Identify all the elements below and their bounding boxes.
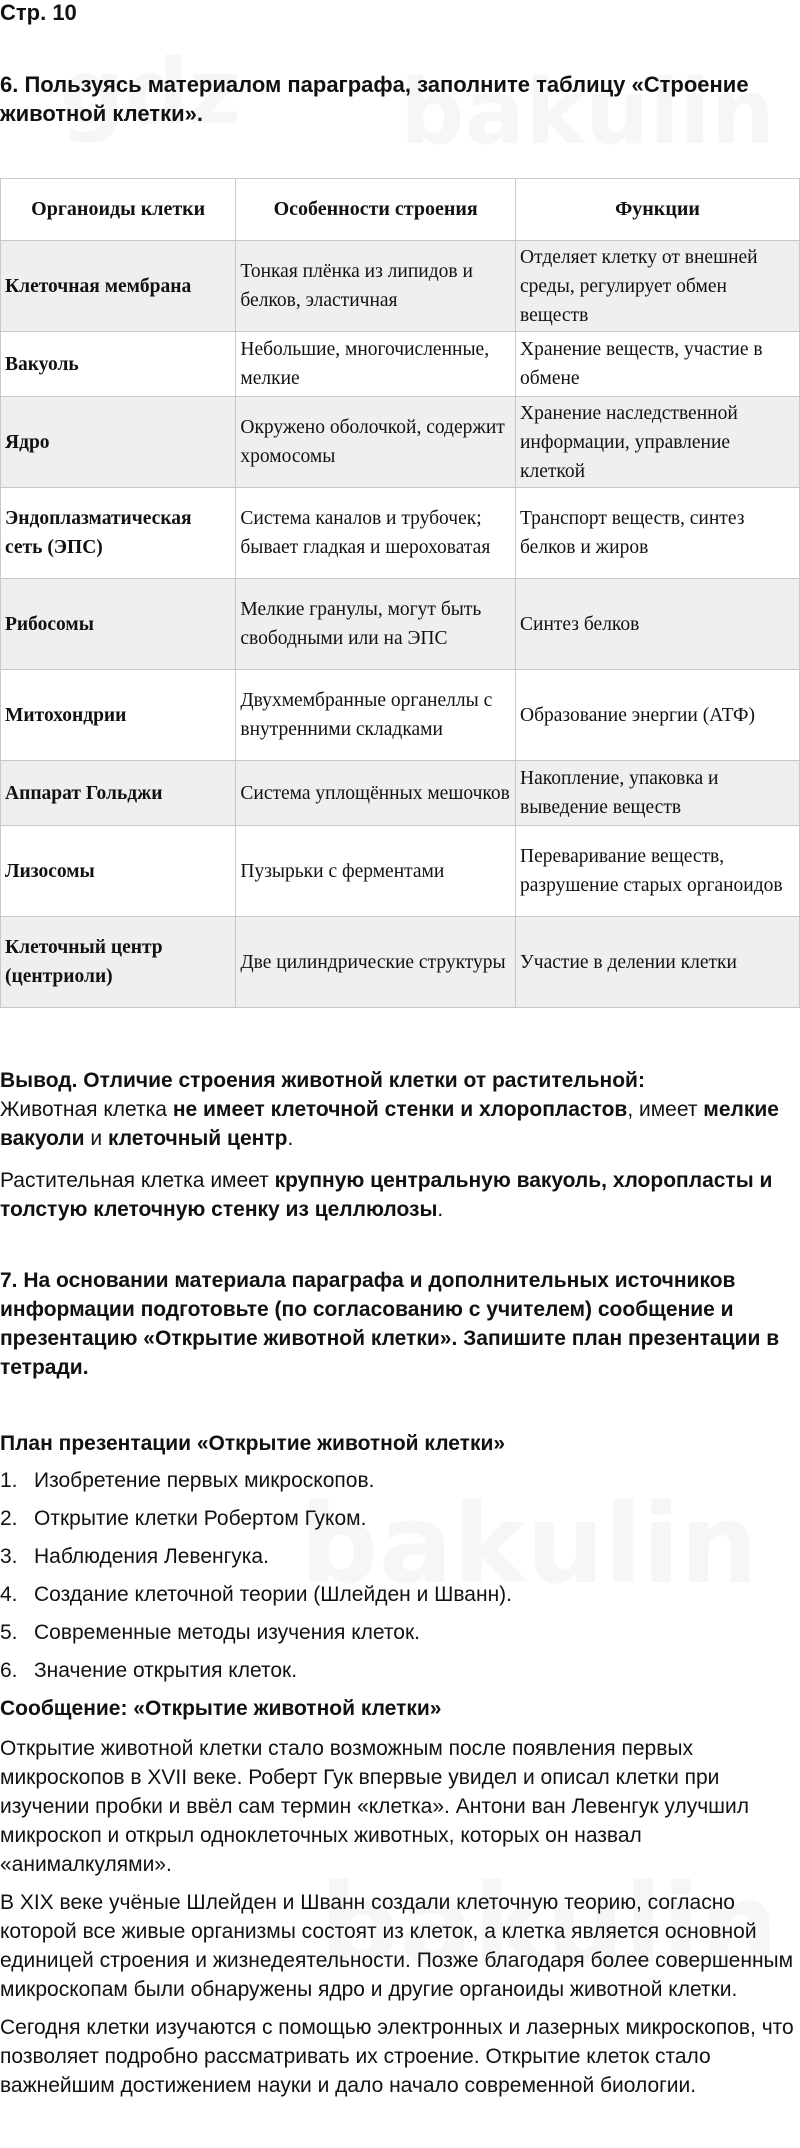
organoid-function: Отделяет клетку от внешней среды, регулирует обмен веществ [516, 241, 800, 332]
conclusion-text: . [287, 1127, 294, 1150]
list-item-number: 1. [0, 1469, 18, 1492]
conclusion-text: Растительная клетка имеет [0, 1169, 275, 1192]
organoid-function: Образование энергии (АТФ) [516, 670, 800, 761]
message-body [0, 1734, 800, 2109]
table-row [1, 579, 800, 670]
conclusion-text: и [84, 1127, 108, 1150]
table-row [1, 397, 800, 488]
list-item-number: 3. [0, 1545, 18, 1568]
task6-heading: 6. Пользуясь материалом параграфа, заполните таблицу «Строение животной клетки». [0, 72, 749, 126]
column-header-organoid: Органоиды клетки [1, 179, 236, 241]
list-item [0, 1542, 800, 1580]
organoid-structure: Двухмембранные органеллы с внутренними складками [236, 670, 516, 761]
column-header-structure: Особенности строения [236, 179, 516, 241]
organoid-name: Вакуоль [1, 332, 236, 397]
list-item [0, 1618, 800, 1656]
message-paragraph: В XIX веке учёные Шлейден и Шванн создали клеточную теорию, согласно которой все живые организмы состоят из клеток, а клетка является основной единицей строения и жизнедеятельности. Позже благодаря более совершенным микроскопам были обнаружены ядро и другие органоиды животной клетки. [0, 1891, 794, 2001]
message-title: Сообщение: «Открытие животной клетки» [0, 1697, 442, 1720]
organoid-structure: Окружено оболочкой, содержит хромосомы [236, 397, 516, 488]
organoid-function: Хранение наследственной информации, управление клеткой [516, 397, 800, 488]
organoid-name: Лизосомы [1, 826, 236, 917]
table-header-row [1, 179, 800, 241]
conclusion-highlight: клеточный центр [107, 1127, 288, 1150]
list-item [0, 1466, 800, 1504]
list-item-text: Наблюдения Левенгука. [34, 1545, 269, 1568]
conclusion-paragraph-1 [0, 1066, 800, 1153]
organoid-function: Транспорт веществ, синтез белков и жиров [516, 488, 800, 579]
conclusion-text: Животная клетка [0, 1098, 173, 1121]
table-row [1, 826, 800, 917]
organoid-structure: Две цилиндрические структуры [236, 917, 516, 1008]
task7-heading: 7. На основании материала параграфа и дополнительных источников информации подготовьте (по согласованию с учителем) сообщение и презентацию «Открытие животной клетки». Запишите план презентации в тетради. [0, 1269, 780, 1379]
conclusion-title: Вывод. Отличие строения животной клетки от растительной: [0, 1069, 645, 1092]
message-paragraph: Сегодня клетки изучаются с помощью электронных и лазерных микроскопов, что позволяет подробно рассматривать их строение. Открытие клеток стало важнейшим достижением науки и дало начало современной биологии. [0, 2016, 794, 2097]
list-item-number: 5. [0, 1621, 18, 1644]
organoid-function: Синтез белков [516, 579, 800, 670]
conclusion-highlight: крупную центральную вакуоль, хлоропласты и толстую клеточную стенку из целлюлозы [0, 1169, 773, 1221]
list-item [0, 1656, 800, 1694]
organoid-structure: Небольшие, многочисленные, мелкие [236, 332, 516, 397]
organoid-structure: Мелкие гранулы, могут быть свободными или на ЭПС [236, 579, 516, 670]
organoid-structure: Система каналов и трубочек; бывает гладкая и шероховатая [236, 488, 516, 579]
conclusion-text: , имеет [627, 1098, 704, 1121]
organoid-name: Ядро [1, 397, 236, 488]
table-row [1, 241, 800, 332]
column-header-function: Функции [516, 179, 800, 241]
organoid-function: Хранение веществ, участие в обмене [516, 332, 800, 397]
table-row [1, 917, 800, 1008]
plan-title: План презентации «Открытие животной клетки» [0, 1432, 506, 1455]
list-item-text: Современные методы изучения клеток. [34, 1621, 420, 1644]
table-row [1, 488, 800, 579]
organoid-name: Митохондрии [1, 670, 236, 761]
list-item-text: Открытие клетки Робертом Гуком. [34, 1507, 367, 1530]
organoid-name: Клеточный центр (центриоли) [1, 917, 236, 1008]
table-row [1, 670, 800, 761]
list-item-text: Создание клеточной теории (Шлейден и Шванн). [34, 1583, 513, 1606]
organoid-name: Рибосомы [1, 579, 236, 670]
conclusion-text: . [437, 1198, 444, 1221]
list-item-number: 6. [0, 1659, 18, 1682]
list-item-number: 4. [0, 1583, 18, 1606]
organoid-name: Клеточная мембрана [1, 241, 236, 332]
plan-list [0, 1466, 800, 1694]
organoid-name: Аппарат Гольджи [1, 761, 236, 826]
message-paragraph: Открытие животной клетки стало возможным после появления первых микроскопов в XVII веке. Роберт Гук впервые увидел и описал клетки при изучении пробки и ввёл сам термин «клетка». Антони ван Левенгук улучшил микроскоп и открыл одноклеточных животных, которых он назвал «анималкулями». [0, 1737, 749, 1876]
conclusion-highlight: не имеет клеточной стенки и хлоропластов [172, 1098, 628, 1121]
organoids-table [0, 178, 800, 1008]
organoid-structure: Тонкая плёнка из липидов и белков, эластичная [236, 241, 516, 332]
list-item-text: Изобретение первых микроскопов. [34, 1469, 375, 1492]
conclusion [0, 1066, 800, 1237]
organoid-structure: Пузырьки с ферментами [236, 826, 516, 917]
list-item-text: Значение открытия клеток. [34, 1659, 298, 1682]
list-item [0, 1504, 800, 1542]
organoid-function: Накопление, упаковка и выведение веществ [516, 761, 800, 826]
conclusion-highlight: мелкие вакуоли [0, 1098, 779, 1150]
table-row [1, 332, 800, 397]
organoid-name: Эндоплазматическая сеть (ЭПС) [1, 488, 236, 579]
organoid-function: Участие в делении клетки [516, 917, 800, 1008]
organoid-structure: Система уплощённых мешочков [236, 761, 516, 826]
organoid-function: Переваривание веществ, разрушение старых органоидов [516, 826, 800, 917]
conclusion-paragraph-2 [0, 1166, 800, 1224]
list-item [0, 1580, 800, 1618]
page-number: Стр. 10 [0, 0, 77, 25]
table-row [1, 761, 800, 826]
list-item-number: 2. [0, 1507, 18, 1530]
